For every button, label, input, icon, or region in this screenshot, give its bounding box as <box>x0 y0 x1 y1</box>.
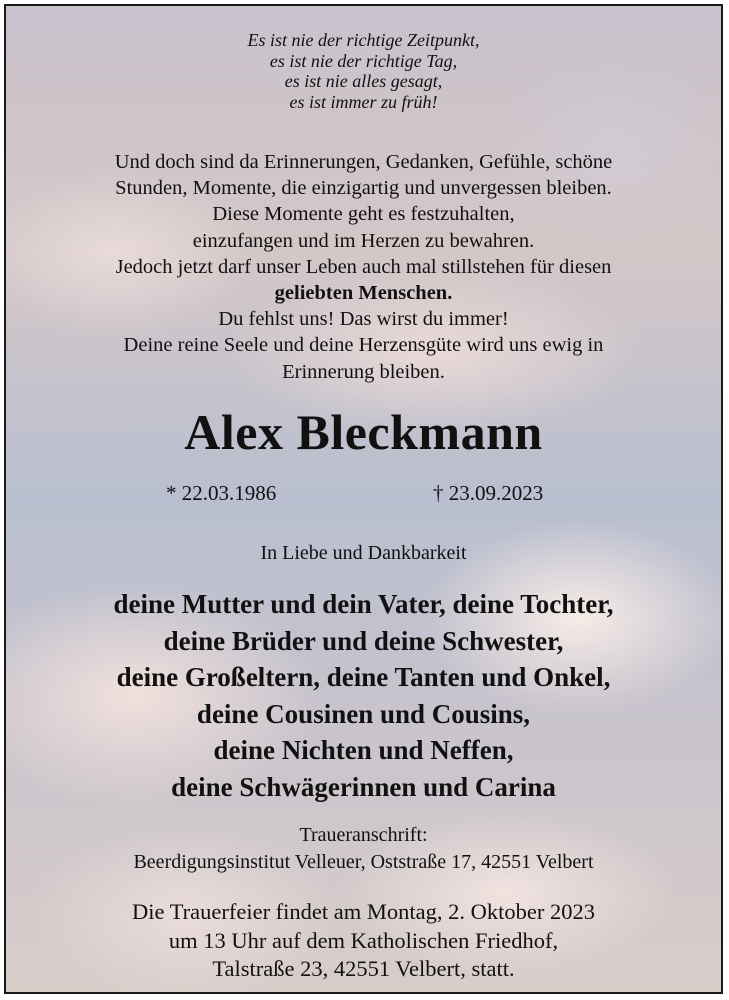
poem-line: es ist immer zu früh! <box>289 91 438 112</box>
memorial-line: Du fehlst uns! Das wirst du immer! <box>218 308 509 331</box>
poem-line: es ist nie alles gesagt, <box>284 71 443 91</box>
service-line: Talstraße 23, 42551 Velbert, statt. <box>212 956 515 981</box>
memorial-line: Diese Momente geht es festzuhalten, <box>212 203 515 226</box>
memorial-line: Und doch sind da Erinnerungen, Gedanken, Gefühle, schöne <box>114 151 613 173</box>
memorial-line: Deine reine Seele und deine Herzensgüte wird uns ewig in <box>123 334 604 357</box>
memorial-line: Erinnerung bleiben. <box>282 360 445 383</box>
memorial-line: Jedoch jetzt darf unser Leben auch mal stillstehen für diesen <box>115 255 612 278</box>
memorial-text <box>6 149 721 385</box>
life-dates <box>6 481 721 507</box>
memorial-line: Stunden, Momente, die einzigartig und unvergessen bleiben. <box>115 177 612 200</box>
mourners-line: deine Schwägerinnen und Carina <box>171 771 556 802</box>
memorial-line: einzufangen und im Herzen zu bewahren. <box>192 229 535 252</box>
mourners-line: deine Cousinen und Cousins, <box>196 698 531 729</box>
poem <box>6 30 721 112</box>
mourning-address <box>6 822 721 876</box>
death-date: † 23.09.2023 <box>433 481 544 505</box>
mourners-line: deine Großeltern, deine Tanten und Onkel, <box>116 662 611 692</box>
service-line: Die Trauerfeier findet am Montag, 2. Oktober 2023 <box>131 899 596 924</box>
obituary-card <box>4 4 723 994</box>
address-heading: Traueranschrift: <box>299 824 428 846</box>
service-line: um 13 Uhr auf dem Katholischen Friedhof, <box>168 927 559 953</box>
mourners-line: deine Brüder und deine Schwester, <box>163 625 564 656</box>
birth-date: * 22.03.1986 <box>166 481 277 505</box>
deceased-name: Alex Bleckmann <box>184 404 543 460</box>
mourners-line: deine Mutter und dein Vater, deine Tochter, <box>113 589 614 619</box>
address-line: Beerdigungsinstitut Velleuer, Oststraße 17, 42551 Velbert <box>133 851 594 873</box>
funeral-service-info <box>6 898 721 984</box>
poem-line: Es ist nie der richtige Zeitpunkt, <box>247 30 480 50</box>
mourners-line: deine Nichten und Neffen, <box>213 735 514 765</box>
poem-line: es ist nie der richtige Tag, <box>269 50 458 71</box>
mourners-list <box>6 586 721 805</box>
memorial-bold-line: geliebten Menschen. <box>274 282 453 305</box>
thanks-line: In Liebe und Dankbarkeit <box>260 542 467 564</box>
